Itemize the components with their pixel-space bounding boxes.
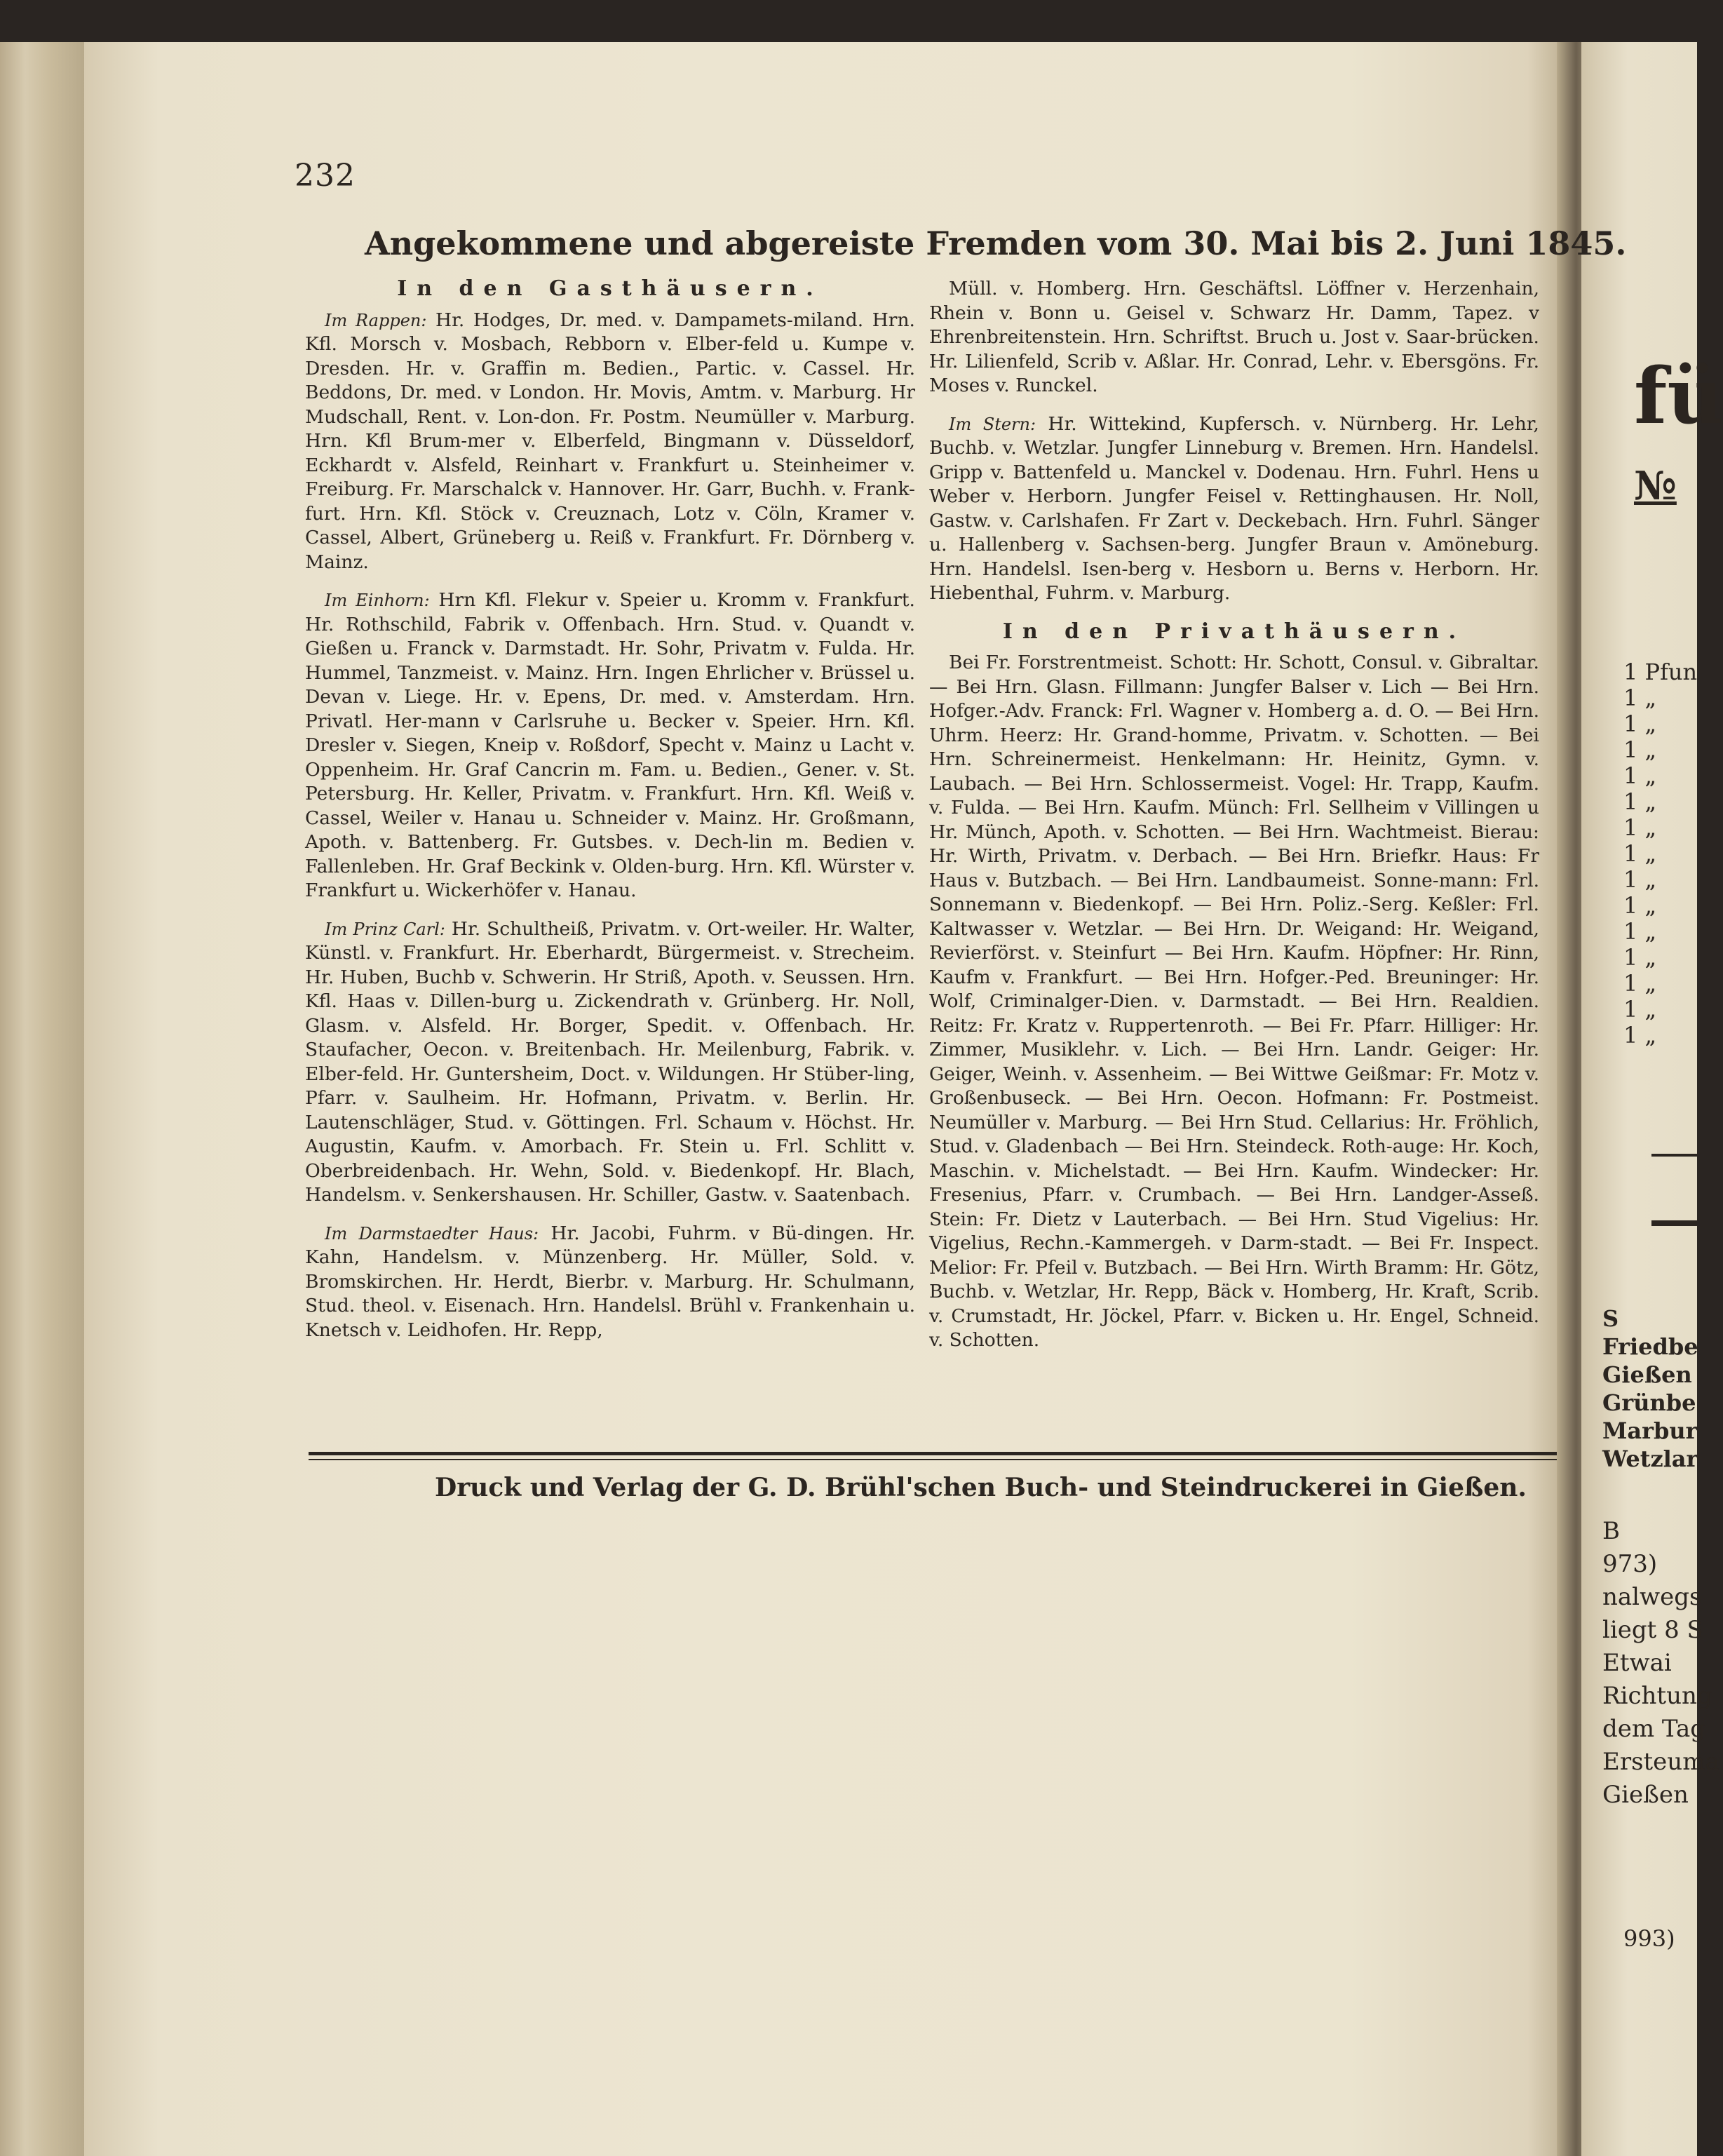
- price-list-line: 1 „: [1623, 814, 1657, 841]
- price-list-line: 1 „: [1623, 762, 1657, 789]
- left-page-edges: [0, 42, 84, 2156]
- price-list-line: 1 „: [1623, 866, 1657, 893]
- section-heading-gasthaeuser: In den Gasthäusern.: [397, 276, 823, 301]
- notice-line: Gießen: [1602, 1781, 1689, 1809]
- notice-line: nalwegs: [1602, 1583, 1702, 1611]
- town-line: Gießen: [1602, 1361, 1692, 1388]
- town-line: Marbur: [1602, 1417, 1698, 1444]
- price-list-line: 1 „: [1623, 736, 1657, 763]
- right-page-price-list: [1623, 659, 1697, 1049]
- price-list-line: 1 „: [1623, 944, 1657, 971]
- right-column: [929, 277, 1539, 1367]
- right-column-part-b: [929, 651, 1539, 1353]
- paragraph-text: Hr. Hodges, Dr. med. v. Dampamets-miland. Hrn. Kfl. Morsch v. Mosbach, Rebborn v. Elber-feld u. Kumpe v. Dresden. Hr. v. Graffin m. Bedien., Partic. v. Cassel. Hr. Beddons, Dr. med. v London. Hr. Movis, Amtm. v. Marburg. Hr Mudschall, Rent. v. Lon-don. Fr. Postm. Neumüller v. Marburg. Hrn. Kfl Brum-mer v. Elberfeld, Bingmann v. Düsseldorf, Eckhardt v. Alsfeld, Reinhart v. Frankfurt u. Steinheimer v. Freiburg. Fr. Marschalck v. Hannover. Hr. Garr, Buchh. v. Frank-furt. Hrn. Kfl. Stöck v. Creuznach, Lotz v. Cöln, Kramer v. Cassel, Albert, Grüneberg u. Reiß v. Frankfurt. Fr. Dörnberg v. Mainz.: [305, 309, 915, 573]
- price-list-line: 1 „: [1623, 970, 1657, 997]
- location-label: Im Einhorn:: [325, 591, 430, 610]
- price-list-line: 1 „: [1623, 918, 1657, 945]
- price-list-line: 1 „: [1623, 788, 1657, 815]
- town-line: Grünbe: [1602, 1389, 1696, 1416]
- paragraph-text: Hr. Wittekind, Kupfersch. v. Nürnberg. Hr. Lehr, Buchb. v. Wetzlar. Jungfer Linneburg v. Bremen. Hrn. Handelsl. Gripp v. Battenfeld u. Manckel v. Dodenau. Hrn. Fuhrl. Hens u Weber v. Herborn. Jungfer Feisel v. Rettinghausen. Hr. Noll, Gastw. v. Carlshafen. Fr Zart v. Deckebach. Hrn. Fuhrl. Sänger u. Hallenberg v. Sachsen-berg. Jungfer Braun v. Amöneburg. Hrn. Handelsl. Isen-berg v. Hesborn u. Berns v. Herborn. Hr. Hiebenthal, Fuhrm. v. Marburg.: [929, 412, 1539, 604]
- price-list-line: 1 „: [1623, 685, 1657, 711]
- town-line: Friedbe: [1602, 1333, 1698, 1360]
- location-label: Im Darmstaedter Haus:: [325, 1223, 539, 1244]
- paragraph-text: Hr. Schultheiß, Privatm. v. Ort-weiler. Hr. Walter, Künstl. v. Frankfurt. Hr. Eberhardt, Bürgermeist. v. Strecheim. Hr. Huben, Buchb v. Schwerin. Hr Striß, Apoth. v. Seussen. Hrn. Kfl. Haas v. Dillen-burg u. Zickendrath v. Grünberg. Hr. Noll, Glasm. v. Alsfeld. Hr. Borger, Spedit. v. Offenbach. Hr. Staufacher, Oecon. v. Breitenbach. Hr. Meilenburg, Fabrik. v. Elber-feld. Hr. Guntersheim, Doct. v. Wildungen. Hr Stüber-ling, Pfarr. v. Saulheim. Hr. Hofmann, Privatm. v. Berlin. Hr. Lautenschläger, Stud. v. Göttingen. Frl. Schaum v. Höchst. Hr. Augustin, Kaufm. v. Amorbach. Fr. Stein u. Frl. Schlitt v. Oberbreidenbach. Hr. Wehn, Sold. v. Biedenkopf. Hr. Blach, Handelsm. v. Senkershausen. Hr. Schiller, Gastw. v. Saatenbach.: [305, 917, 915, 1206]
- notice-line: dem Tag: [1602, 1715, 1706, 1743]
- arrival-paragraph: [929, 412, 1539, 606]
- right-page-thick-rule: [1651, 1220, 1697, 1226]
- price-list-line: 1 Pfun: [1623, 659, 1698, 685]
- notice-line: Ersteuma: [1602, 1748, 1719, 1776]
- right-page-rule: [1651, 1154, 1697, 1157]
- notice-line: 973): [1602, 1550, 1658, 1578]
- arrival-paragraph: [305, 1222, 915, 1343]
- price-list-line: 1 „: [1623, 996, 1657, 1023]
- section-heading-privathaeuser: In den Privathäusern.: [1002, 619, 1466, 644]
- notice-line: Etwai: [1602, 1649, 1672, 1677]
- location-label: Im Rappen:: [325, 310, 427, 330]
- location-label: Im Prinz Carl:: [325, 919, 445, 939]
- paragraph-text: Hrn Kfl. Flekur v. Speier u. Kromm v. Frankfurt. Hr. Rothschild, Fabrik v. Offenbach. Hrn. Stud. v. Quandt v. Gießen u. Franck v. Darmstadt. Hr. Sohr, Privatm v. Fulda. Hr. Hummel, Tanzmeist. v. Mainz. Hrn. Ingen Ehrlicher v. Brüssel u. Devan v. Liege. Hr. v. Epens, Dr. med. v. Amsterdam. Hrn. Privatl. Her-mann v Carlsruhe u. Becker v. Speier. Hrn. Kfl. Dresler v. Siegen, Kneip v. Roßdorf, Specht v. Mainz u Lacht v. Oppenheim. Hr. Graf Cancrin m. Fam. u. Bedien., Gener. v. St. Petersburg. Hr. Keller, Privatm. v. Frankfurt. Hrn. Kfl. Weiß v. Cassel, Weiler v. Hanau u. Schneider v. Mainz. Hr. Großmann, Apoth. v. Battenberg. Fr. Gutsbes. v. Dech-lin m. Bedien v. Fallenleben. Hr. Graf Beckink v. Olden-burg. Hrn. Kfl. Würster v. Frankfurt u. Wickerhöfer v. Hanau.: [305, 589, 915, 901]
- notice-line: Richtung: [1602, 1682, 1712, 1710]
- town-line: S: [1602, 1305, 1619, 1332]
- price-list-line: 1 „: [1623, 892, 1657, 919]
- paragraph-text: Müll. v. Homberg. Hrn. Geschäftsl. Löffner v. Herzenhain, Rhein v. Bonn u. Geisel v. Schwarz Hr. Damm, Tapez. v Ehrenbreitenstein. Hrn. Schriftst. Bruch u. Jost v. Saar-brücken. Hr. Lilienfeld, Scrib v. Aßlar. Hr. Conrad, Lehr. v. Ebersgöns. Fr. Moses v. Runckel.: [929, 278, 1539, 396]
- page-number: 232: [295, 158, 356, 194]
- page-title: Angekommene und abgereiste Fremden vom 30. Mai bis 2. Juni 1845.: [365, 224, 1627, 262]
- arrival-paragraph: [929, 277, 1539, 398]
- notice-line: liegt 8 S: [1602, 1616, 1703, 1644]
- arrival-paragraph: [929, 651, 1539, 1353]
- footer-rule: [309, 1452, 1557, 1460]
- left-column: [305, 277, 915, 1356]
- price-list-line: 1 „: [1623, 840, 1657, 867]
- town-line: Wetzlar: [1602, 1446, 1698, 1472]
- notice-line: B: [1602, 1517, 1620, 1545]
- location-label: Im Stern:: [949, 414, 1036, 434]
- right-page-notice-fragment: [1602, 1515, 1719, 1812]
- right-page-town-list: [1602, 1305, 1698, 1473]
- imprint-footer: Druck und Verlag der G. D. Brühl'schen Buch- und Steindruckerei in Gießen.: [435, 1473, 1527, 1502]
- price-list-line: 1 „: [1623, 710, 1657, 737]
- right-page-notice-number: 993): [1623, 1925, 1675, 1952]
- arrival-paragraph: [305, 917, 915, 1208]
- arrival-paragraph: [305, 309, 915, 575]
- price-list-line: 1 „: [1623, 1022, 1657, 1049]
- paragraph-text: Hr. Jacobi, Fuhrm. v Bü-dingen. Hr. Kahn, Handelsm. v. Münzenberg. Hr. Müller, Sold. v. Bromskirchen. Hr. Herdt, Bierbr. v. Marburg. Hr. Schulmann, Stud. theol. v. Eisenach. Hrn. Handelsl. Brühl v. Frankenhain u. Knetsch v. Leidhofen. Hr. Repp,: [305, 1222, 915, 1341]
- paragraph-text: Bei Fr. Forstrentmeist. Schott: Hr. Schott, Consul. v. Gibraltar. — Bei Hrn. Glasn. Fillmann: Jungfer Balser v. Lich — Bei Hrn. Hofger.-Adv. Franck: Frl. Wagner v. Homberg a. d. O. — Bei Hrn. Uhrm. Heerz: Hr. Grand-homme, Privatm. v. Schotten. — Bei Hrn. Schreinermeist. Henkelmann: Hr. Heinitz, Gymn. v. Laubach. — Bei Hrn. Schlossermeist. Vogel: Hr. Trapp, Kaufm. v. Fulda. — Bei Hrn. Kaufm. Münch: Frl. Sellheim v Villingen u Hr. Münch, Apoth. v. Schotten. — Bei Hrn. Wachtmeist. Bierau: Hr. Wirth, Privatm. v. Derbach. — Bei Hrn. Briefkr. Haus: Fr Haus v. Butzbach. — Bei Hrn. Landbaumeist. Sonne-mann: Frl. Sonnemann v. Biedenkopf. — Bei Hrn. Poliz.-Serg. Keßler: Frl. Kaltwasser v. Wetzlar. — Bei Hrn. Dr. Weigand: Hr. Weigand, Revierförst. v. Steinfurt — Bei Hrn. Kaufm. Höpfner: Hr. Rinn, Kaufm v. Frankfurt. — Bei Hrn. Hofger.-Ped. Breuninger: Hr. Wolf, Criminalger-Dien. v. Darmstadt. — Bei Hrn. Realdien. Reitz: Fr. Kratz v. Ruppertenroth. — Bei Fr. Pfarr. Hilliger: Hr. Zimmer, Musiklehr. v. Lich. — Bei Hrn. Landr. Geiger: Hr. Geiger, Weinh. v. Assenheim. — Bei Wittwe Geißmar: Fr. Motz v. Großenbuseck. — Bei Hrn. Oecon. Hofmann: Fr. Postmeist. Neumüller v. Marburg. — Bei Hrn Stud. Cellarius: Hr. Fröhlich, Stud. v. Gladenbach — Bei Hrn. Steindeck. Roth-auge: Hr. Koch, Maschin. v. Michelstadt. — Bei Hrn. Kaufm. Windecker: Hr. Fresenius, Pfarr. v. Crumbach. — Bei Hrn. Landger-Asseß. Stein: Fr. Dietz v Lauterbach. — Bei Hrn. Stud Vigelius: Hr. Vigelius, Rechn.-Kammergeh. v Darm-stadt. — Bei Fr. Inspect. Melior: Fr. Pfeil v. Butzbach. — Bei Hrn. Wirth Bramm: Hr. Götz, Buchb. v. Wetzlar, Hr. Repp, Bäck v. Homberg, Hr. Kraft, Scrib. v. Crumstadt, Hr. Jöckel, Pfarr. v. Bicken u. Hr. Engel, Schneid. v. Schotten.: [929, 652, 1539, 1351]
- right-page-heading-fragment: fü: [1634, 351, 1723, 441]
- right-page-number-sign: №: [1634, 463, 1677, 509]
- right-column-part-a: [929, 277, 1539, 606]
- arrival-paragraph: [305, 588, 915, 903]
